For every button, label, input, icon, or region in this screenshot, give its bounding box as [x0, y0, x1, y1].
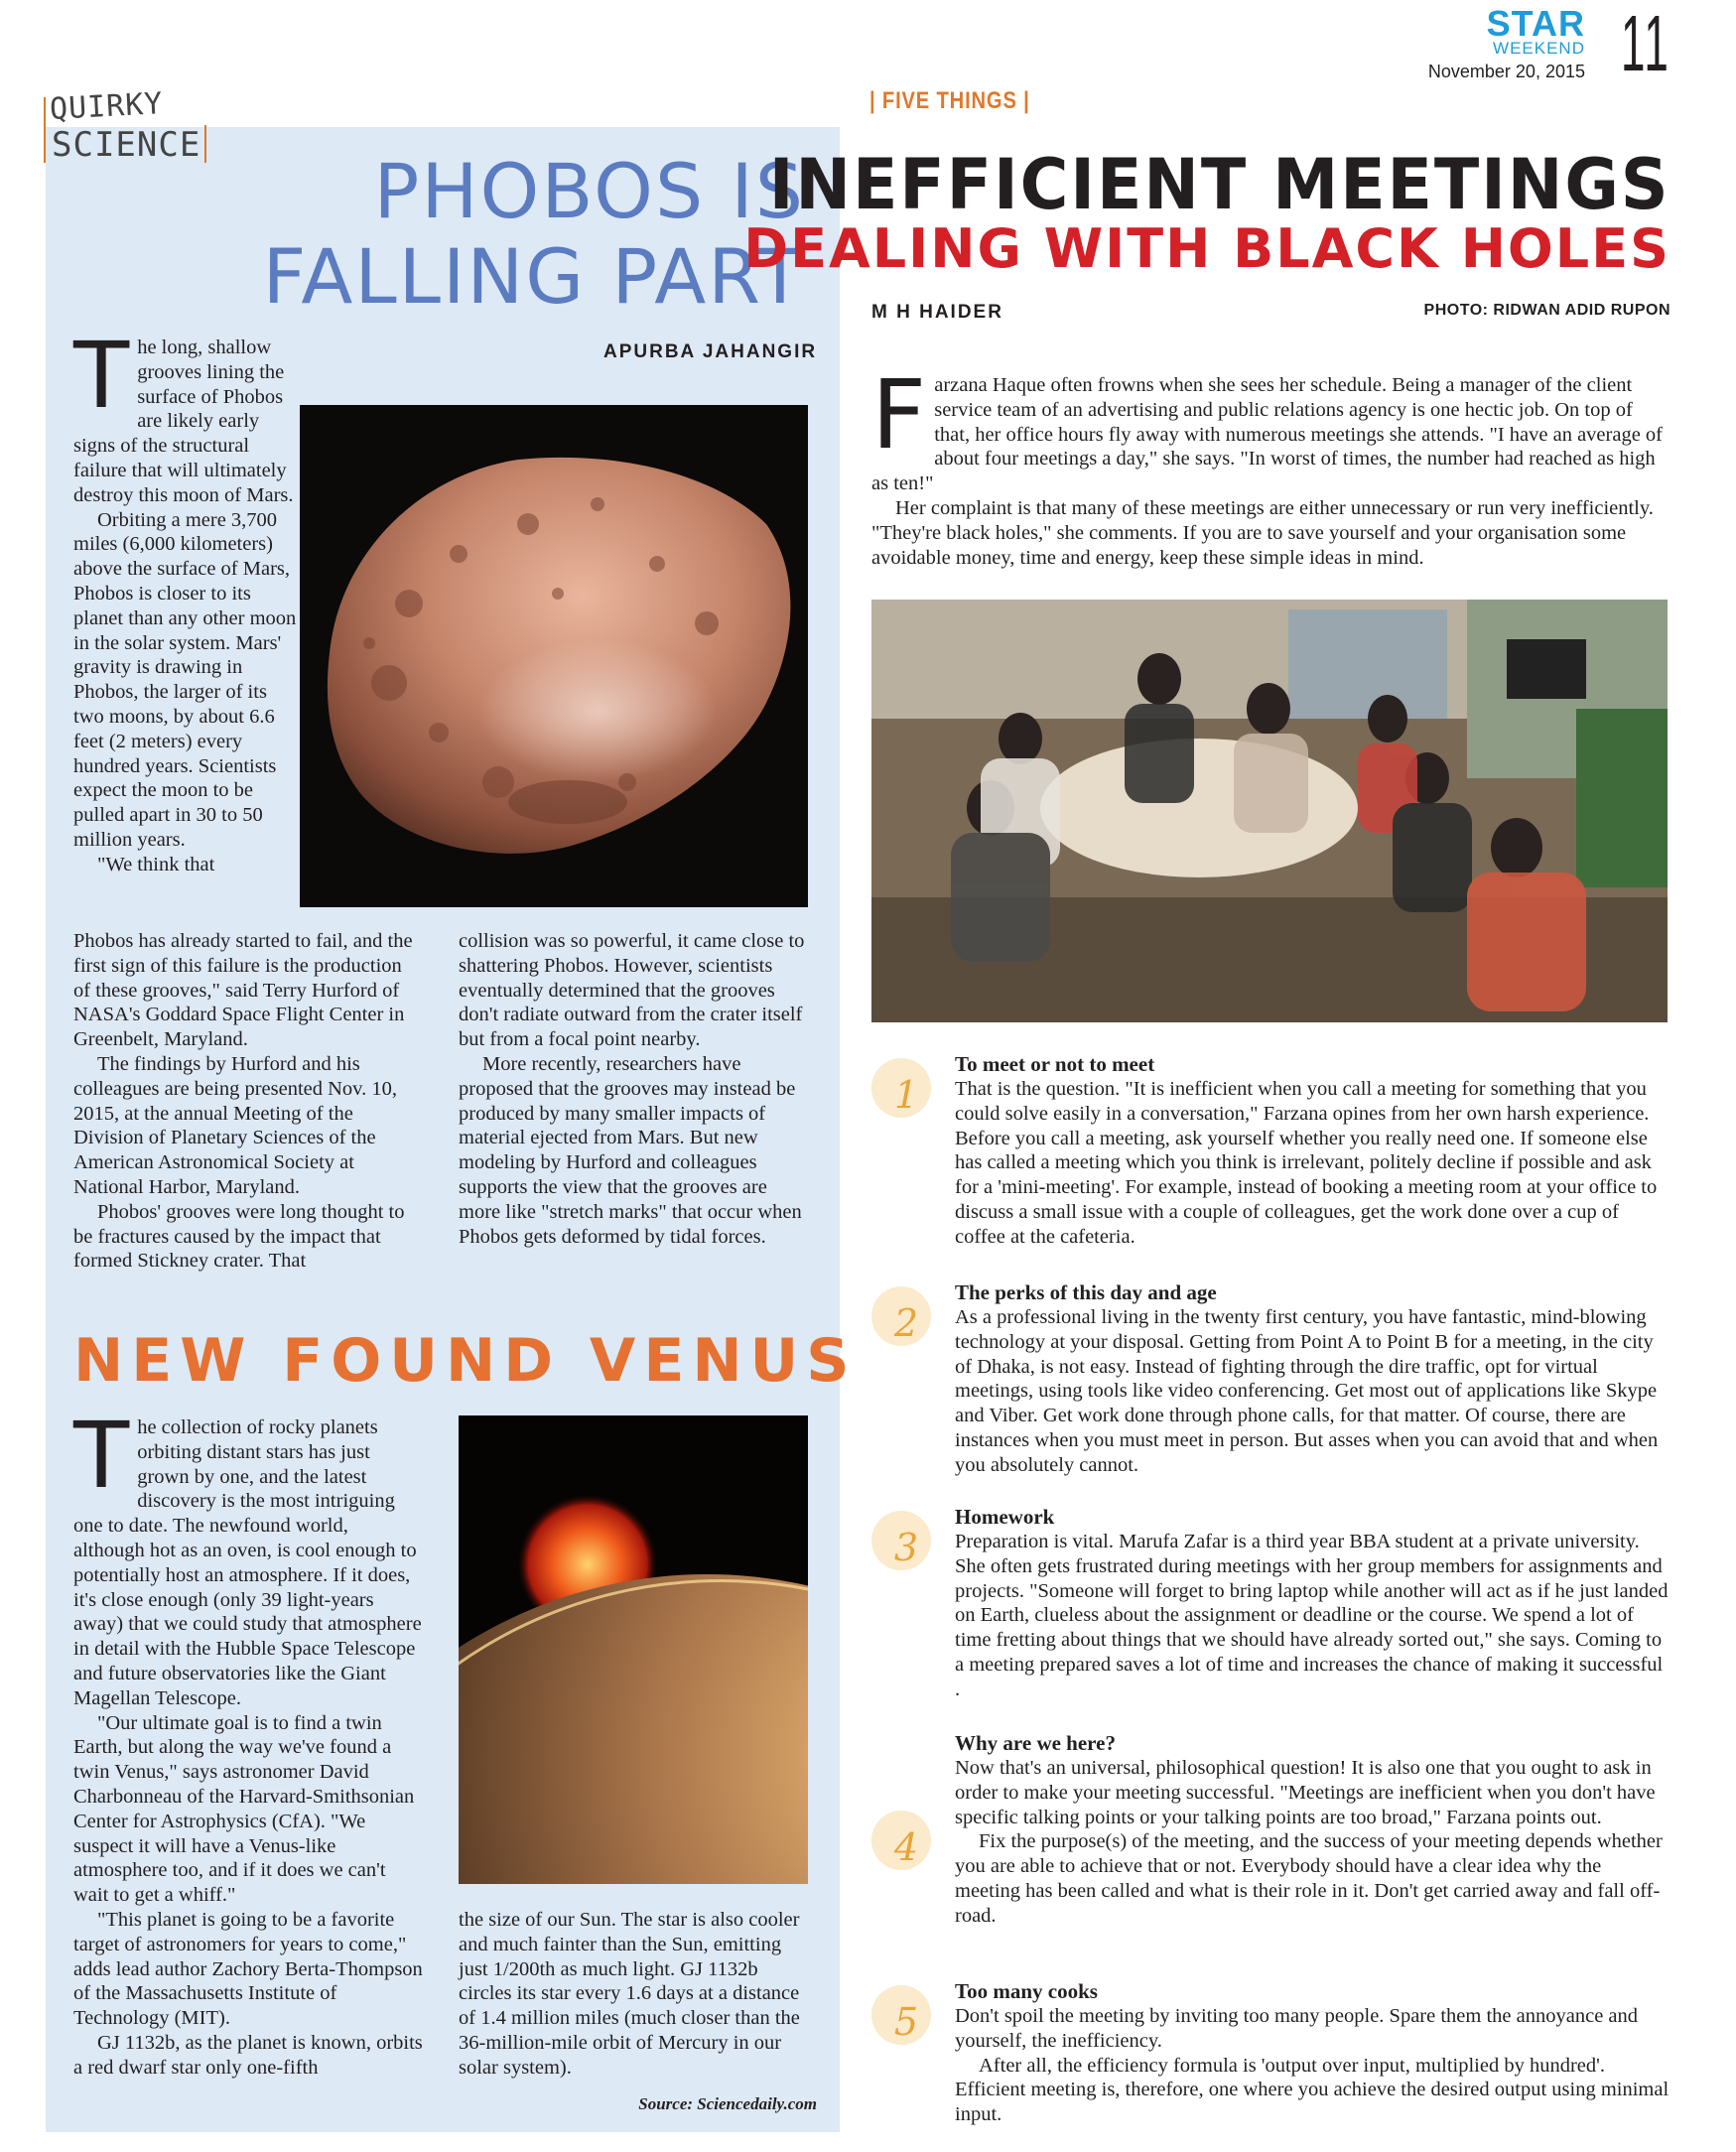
- headline-line-1: PHOBOS IS: [373, 147, 805, 235]
- paragraph: More recently, researchers have proposed that the grooves may instead be produced by many smaller impacts of material ejected from Mars. But new modeling by Hurford and colleagues supports the view that the grooves are more like "stretch marks" that occur when Phobos gets deformed by tidal forces.: [459, 1052, 802, 1248]
- logo-divider: [44, 97, 46, 163]
- logo-line-1: QUIRKY: [49, 86, 165, 127]
- paragraph: Orbiting a mere 3,700 miles (6,000 kilometers) above the surface of Mars, Phobos is closer to its planet than any other moon in the solar system. Mars' gravity is drawing in Phobos, the larger of its two moons, by about 6.6 feet (2 meters) every hundred years. Scientists expect the moon to be pulled apart in 30 to 50 million years.: [73, 508, 297, 851]
- source-credit: Source: Sciencedaily.com: [638, 2094, 817, 2113]
- paragraph: Her complaint is that many of these meetings are either unnecessary or run very inefficiently. "They're black holes," she comments. If you are to save yourself and your organisation some avoidable money, time and energy, keep these simple ideas in mind.: [871, 496, 1654, 569]
- venus-column-2: [459, 1908, 808, 2081]
- phobos-moon-illustration: [300, 405, 808, 907]
- paragraph: Phobos has already started to fail, and the first sign of this failure is the production of these grooves," said Terry Hurford of NASA's Goddard Space Flight Center in Greenbelt, Maryland.: [73, 930, 413, 1051]
- thing-body: [955, 1731, 1671, 1929]
- drop-cap: T: [73, 323, 130, 429]
- page-number: 11: [1620, 0, 1670, 87]
- paragraph: "This planet is going to be a favorite target of astronomers for years to come," adds lead author Zachory Berta-Thompson of the Massachusetts Institute of Technology (MIT).: [73, 1908, 423, 2030]
- thing-heading: To meet or not to meet: [955, 1052, 1155, 1076]
- headline-line-2: FALLING PART: [262, 232, 805, 321]
- paragraph: The findings by Hurford and his colleagues are being presented Nov. 10, 2015, at the annual Meeting of the Division of Planetary Sciences of the American Astronomical Society at National Harbor, Maryland.: [73, 1052, 397, 1198]
- phobos-column-1-top: [73, 323, 298, 877]
- paragraph: That is the question. "It is inefficient when you call a meeting for something that you could solve easily in a conversation," Farzana opines from her own harsh experience. Before you call a meeting, ask yourself whether you really need one. If someone else has called a meeting which you think is irrelevant, politely decline if possible and ask for a 'mini-meeting'. For example, instead of booking a meeting room at your office to discuss a small issue with a couple of colleagues, get the work done over a cup of coffee at the cafeteria.: [955, 1078, 1658, 1248]
- thing-heading: Why are we here?: [955, 1731, 1116, 1755]
- phobos-byline: APURBA JAHANGIR: [603, 341, 818, 362]
- paragraph: "We think that: [97, 853, 215, 875]
- paragraph: Don't spoil the meeting by inviting too many people. Spare them the annoyance and yourself, the inefficiency.: [955, 2005, 1639, 2052]
- paragraph: [73, 323, 298, 508]
- photo-credit: PHOTO: RIDWAN ADID RUPON: [1423, 302, 1670, 319]
- venus-planet-image: [459, 1415, 808, 1884]
- masthead-star: STAR: [1486, 3, 1585, 44]
- paragraph-text: he long, shallow grooves lining the surface of Phobos are likely early signs of the structural failure that will ultimately destroy this moon of Mars.: [73, 336, 294, 506]
- meeting-photo: [871, 600, 1668, 1022]
- paragraph: After all, the efficiency formula is 'output over input, multiplied by hundred'. Efficient meeting is, therefore, one where you achieve the desired output using minimal input.: [955, 2054, 1669, 2126]
- thing-number: 5: [893, 2000, 919, 2044]
- paragraph: Fix the purpose(s) of the meeting, and the success of your meeting depends whether you are able to achieve that or not. Everybody should have a clear idea why the meeting has been called and what is their role in it. Don't get carried away and fall off-road.: [955, 1830, 1663, 1927]
- paragraph: As a professional living in the twenty first century, you have fantastic, mind-blowing technology at your disposal. Getting from Point A to Point B for a meeting, in the city of Dhaka, is not easy. Instead of fighting through the dire traffic, opt for virtual meetings, using tools like video conferencing. Get most out of applications like Skype and Viber. Get work done through phone calls, for that matter. Of course, there are instances when you must meet in person. But asses when you can avoid that and when you absolutely cannot.: [955, 1306, 1659, 1476]
- thing-heading: Too many cooks: [955, 1979, 1098, 2003]
- paragraph: "Our ultimate goal is to find a twin Earth, but along the way we've found a twin Venus," says astronomer David Charbonneau of the Harvard-Smithsonian Center for Astrophysics (CfA). "We suspect it will have a Venus-like atmosphere too, and if it does we can't wait to get a whiff.": [73, 1711, 415, 1907]
- thing-number: 2: [893, 1301, 919, 1345]
- paragraph: [871, 359, 1671, 496]
- venus-column-1: [73, 1403, 423, 2081]
- thing-body: [955, 1979, 1671, 2127]
- paragraph: Preparation is vital. Marufa Zafar is a third year BBA student at a private university. She often gets frustrated during meetings with her group members for assignments and projects. "Someone will forget to bring laptop while another will act as if he just landed on Earth, clueless about the assignment or deadline or the course. We spend a lot of time fretting about things that we should have already sorted out," she says. Coming to a meeting prepared saves a lot of time and increases the chance of making it successful .: [955, 1531, 1669, 1700]
- paragraph-text: he collection of rocky planets orbiting distant stars has just grown by one, and the latest discovery is the most intriguing one to date. The newfound world, although hot as an oven, is cool enough to potentially host an atmosphere. If it does, it's close enough (only 39 light-years away) that we could study that atmosphere in detail with the Hubble Space Telescope and future observatories like the Giant Magellan Telescope.: [73, 1416, 422, 1709]
- logo-divider: [204, 125, 206, 163]
- paragraph: [73, 1403, 423, 1711]
- drop-cap: F: [871, 359, 927, 471]
- meetings-intro: [871, 359, 1671, 570]
- exoplanet-illustration: [459, 1415, 808, 1884]
- thing-body: [955, 1505, 1671, 1702]
- phobos-moon-image: [300, 405, 808, 907]
- logo-line-2: SCIENCE: [52, 125, 201, 165]
- paragraph: Now that's an universal, philosophical question! It is also one that you ought to ask in order to make your meeting successful. "Meetings are inefficient when you don't have specific talking points or your talking points are too broad," Farzana points out.: [955, 1757, 1656, 1828]
- thing-body: [955, 1280, 1671, 1478]
- meeting-photo-illustration: [871, 600, 1668, 1022]
- issue-date: November 20, 2015: [1427, 62, 1585, 81]
- thing-heading: Homework: [955, 1505, 1055, 1529]
- meetings-headline: INEFFICIENT MEETINGS: [769, 144, 1670, 225]
- phobos-column-1-bottom: [73, 929, 423, 1274]
- masthead-weekend: WEEKEND: [1493, 39, 1585, 58]
- venus-headline: NEW FOUND VENUS: [73, 1326, 858, 1396]
- meetings-byline: M H HAIDER: [871, 302, 1003, 323]
- paragraph: the size of our Sun. The star is also cooler and much fainter than the Sun, emitting just 1/200th as much light. GJ 1132b circles its star every 1.6 days at a distance of 1.4 million miles (much closer than the 36-million-mile orbit of Mercury in our solar system).: [459, 1909, 800, 2079]
- thing-number: 1: [893, 1073, 919, 1117]
- paragraph: GJ 1132b, as the planet is known, orbits a red dwarf star only one-fifth: [73, 2031, 423, 2079]
- masthead: [1412, 0, 1670, 87]
- section-kicker: | FIVE THINGS |: [869, 87, 1030, 114]
- meetings-subheadline: DEALING WITH BLACK HOLES: [743, 217, 1670, 280]
- thing-number: 3: [893, 1526, 919, 1569]
- phobos-column-2: [459, 929, 808, 1249]
- thing-number: 4: [893, 1825, 919, 1869]
- phobos-headline: [263, 149, 805, 320]
- paragraph: collision was so powerful, it came close to shattering Phobos. However, scientists eventually determined that the grooves don't radiate outward from the crater itself but from a focal point nearby.: [459, 930, 805, 1051]
- drop-cap: T: [73, 1403, 130, 1509]
- paragraph: Phobos' grooves were long thought to be fractures caused by the impact that formed Stickney crater. That: [73, 1200, 405, 1273]
- thing-heading: The perks of this day and age: [955, 1280, 1217, 1304]
- thing-body: [955, 1052, 1671, 1250]
- quirky-science-logo: [44, 85, 212, 169]
- paragraph-text: arzana Haque often frowns when she sees her schedule. Being a manager of the client service team of an advertising and public relations agency is one hectic job. On top of that, her office hours fly away with numerous meetings she attends. "I have an average of about four meetings a day," she says. "In worst of times, the number had reached as high as ten!": [871, 374, 1664, 495]
